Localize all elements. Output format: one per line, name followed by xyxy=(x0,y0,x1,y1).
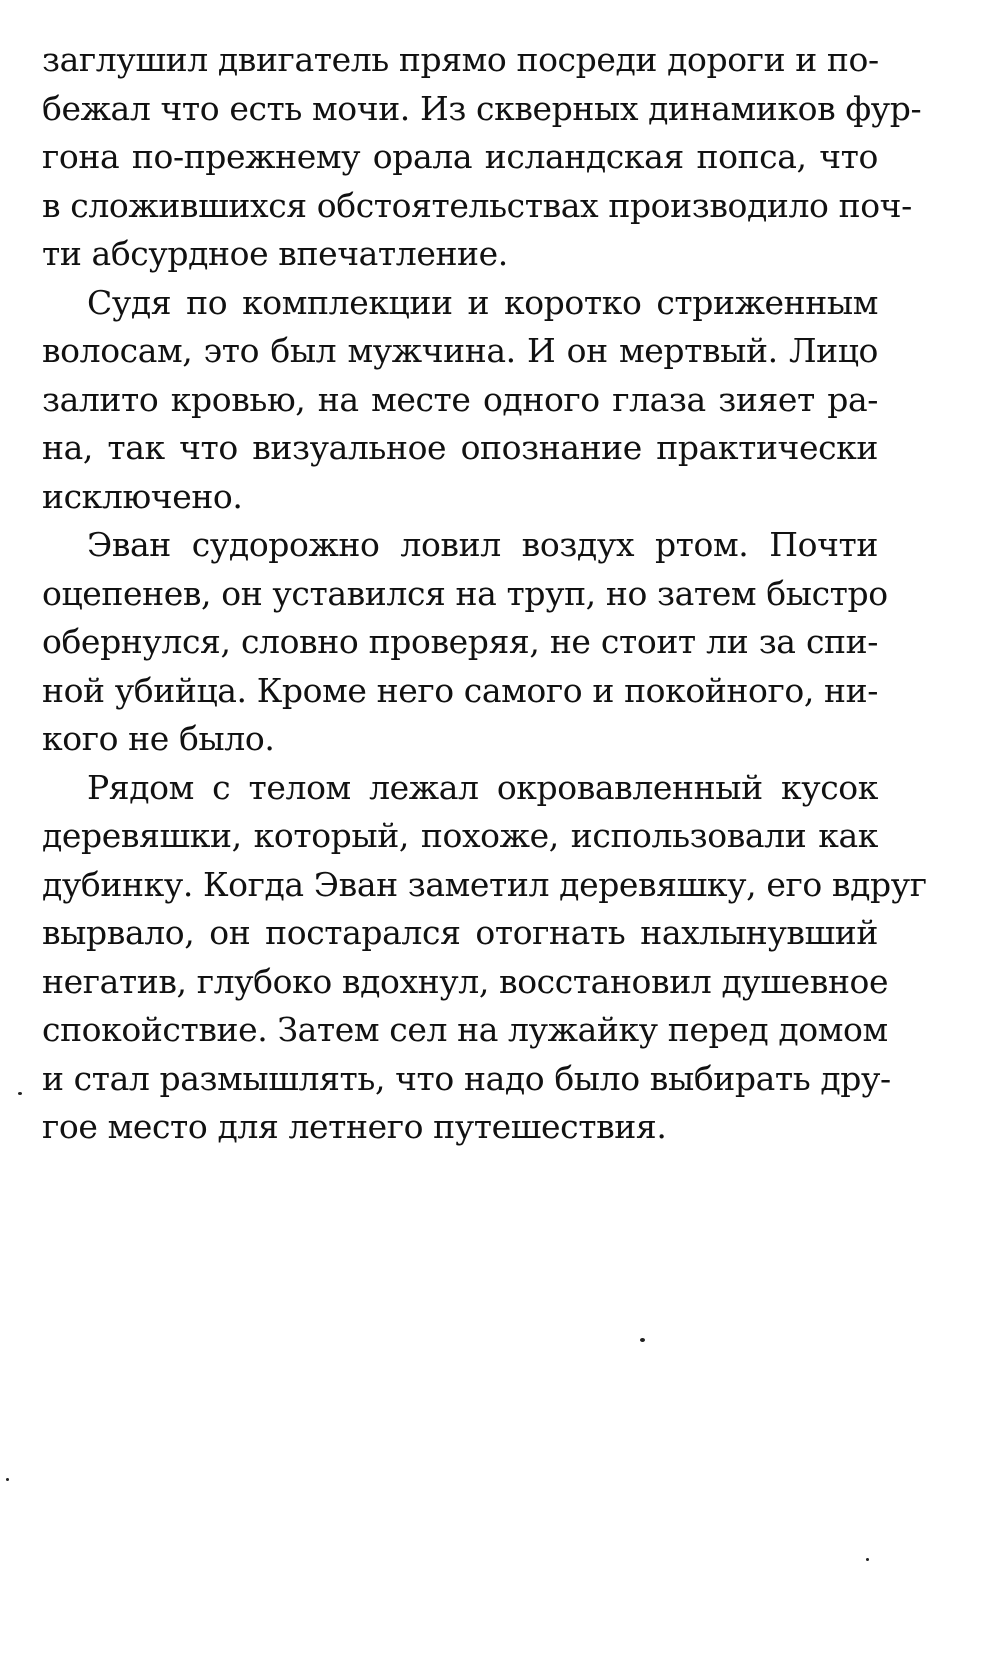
text-line: дубинку. Когда Эван заметил деревяшку, его вдруг xyxy=(42,864,927,904)
text-line: спокойствие. Затем сел на лужайку перед домом xyxy=(42,1010,888,1049)
body-text xyxy=(42,36,927,1152)
text-line: волосам, это был мужчина. И он мертвый. Лицо xyxy=(42,331,878,370)
scan-speck xyxy=(18,1092,22,1095)
paragraph-4 xyxy=(42,764,927,1152)
paragraph-3 xyxy=(42,521,888,764)
scan-speck xyxy=(6,1478,9,1481)
text-line: заглушил двигатель прямо посреди дороги и по- xyxy=(42,40,879,79)
text-line: ти абсурдное впечатление. xyxy=(42,234,508,273)
text-line: Эван судорожно ловил воздух ртом. Почти xyxy=(87,525,878,564)
text-line: бежал что есть мочи. Из скверных динамиков фур- xyxy=(42,88,922,128)
text-line: на, так что визуальное опознание практически xyxy=(42,428,878,467)
scan-speck xyxy=(866,1558,869,1561)
text-line: ной убийца. Кроме него самого и покойного, ни- xyxy=(42,670,878,710)
text-line: Судя по комплекции и коротко стриженным xyxy=(87,282,878,322)
text-line: гое место для летнего путешествия. xyxy=(42,1107,667,1146)
text-line: деревяшки, который, похоже, использовали как xyxy=(42,816,878,855)
text-line: обернулся, словно проверяя, не стоит ли за спи- xyxy=(42,622,878,661)
text-line: вырвало, он постарался отогнать нахлынувший xyxy=(42,913,878,952)
scan-speck xyxy=(640,1338,645,1342)
text-line: исключено. xyxy=(42,476,243,516)
paragraph-2 xyxy=(42,279,878,522)
text-line: в сложившихся обстоятельствах производило поч- xyxy=(42,185,912,225)
text-line: негатив, глубоко вдохнул, восстановил душевное xyxy=(42,961,889,1001)
text-line: кого не было. xyxy=(42,719,275,758)
text-line: залито кровью, на месте одного глаза зияет ра- xyxy=(42,379,878,419)
text-line: и стал размышлять, что надо было выбирать дру- xyxy=(42,1058,891,1098)
paragraph-1 xyxy=(42,36,922,279)
text-line: оцепенев, он уставился на труп, но затем быстро xyxy=(42,573,888,613)
text-line: гона по-прежнему орала исландская попса, что xyxy=(42,137,878,176)
text-line: Рядом с телом лежал окровавленный кусок xyxy=(87,767,878,807)
